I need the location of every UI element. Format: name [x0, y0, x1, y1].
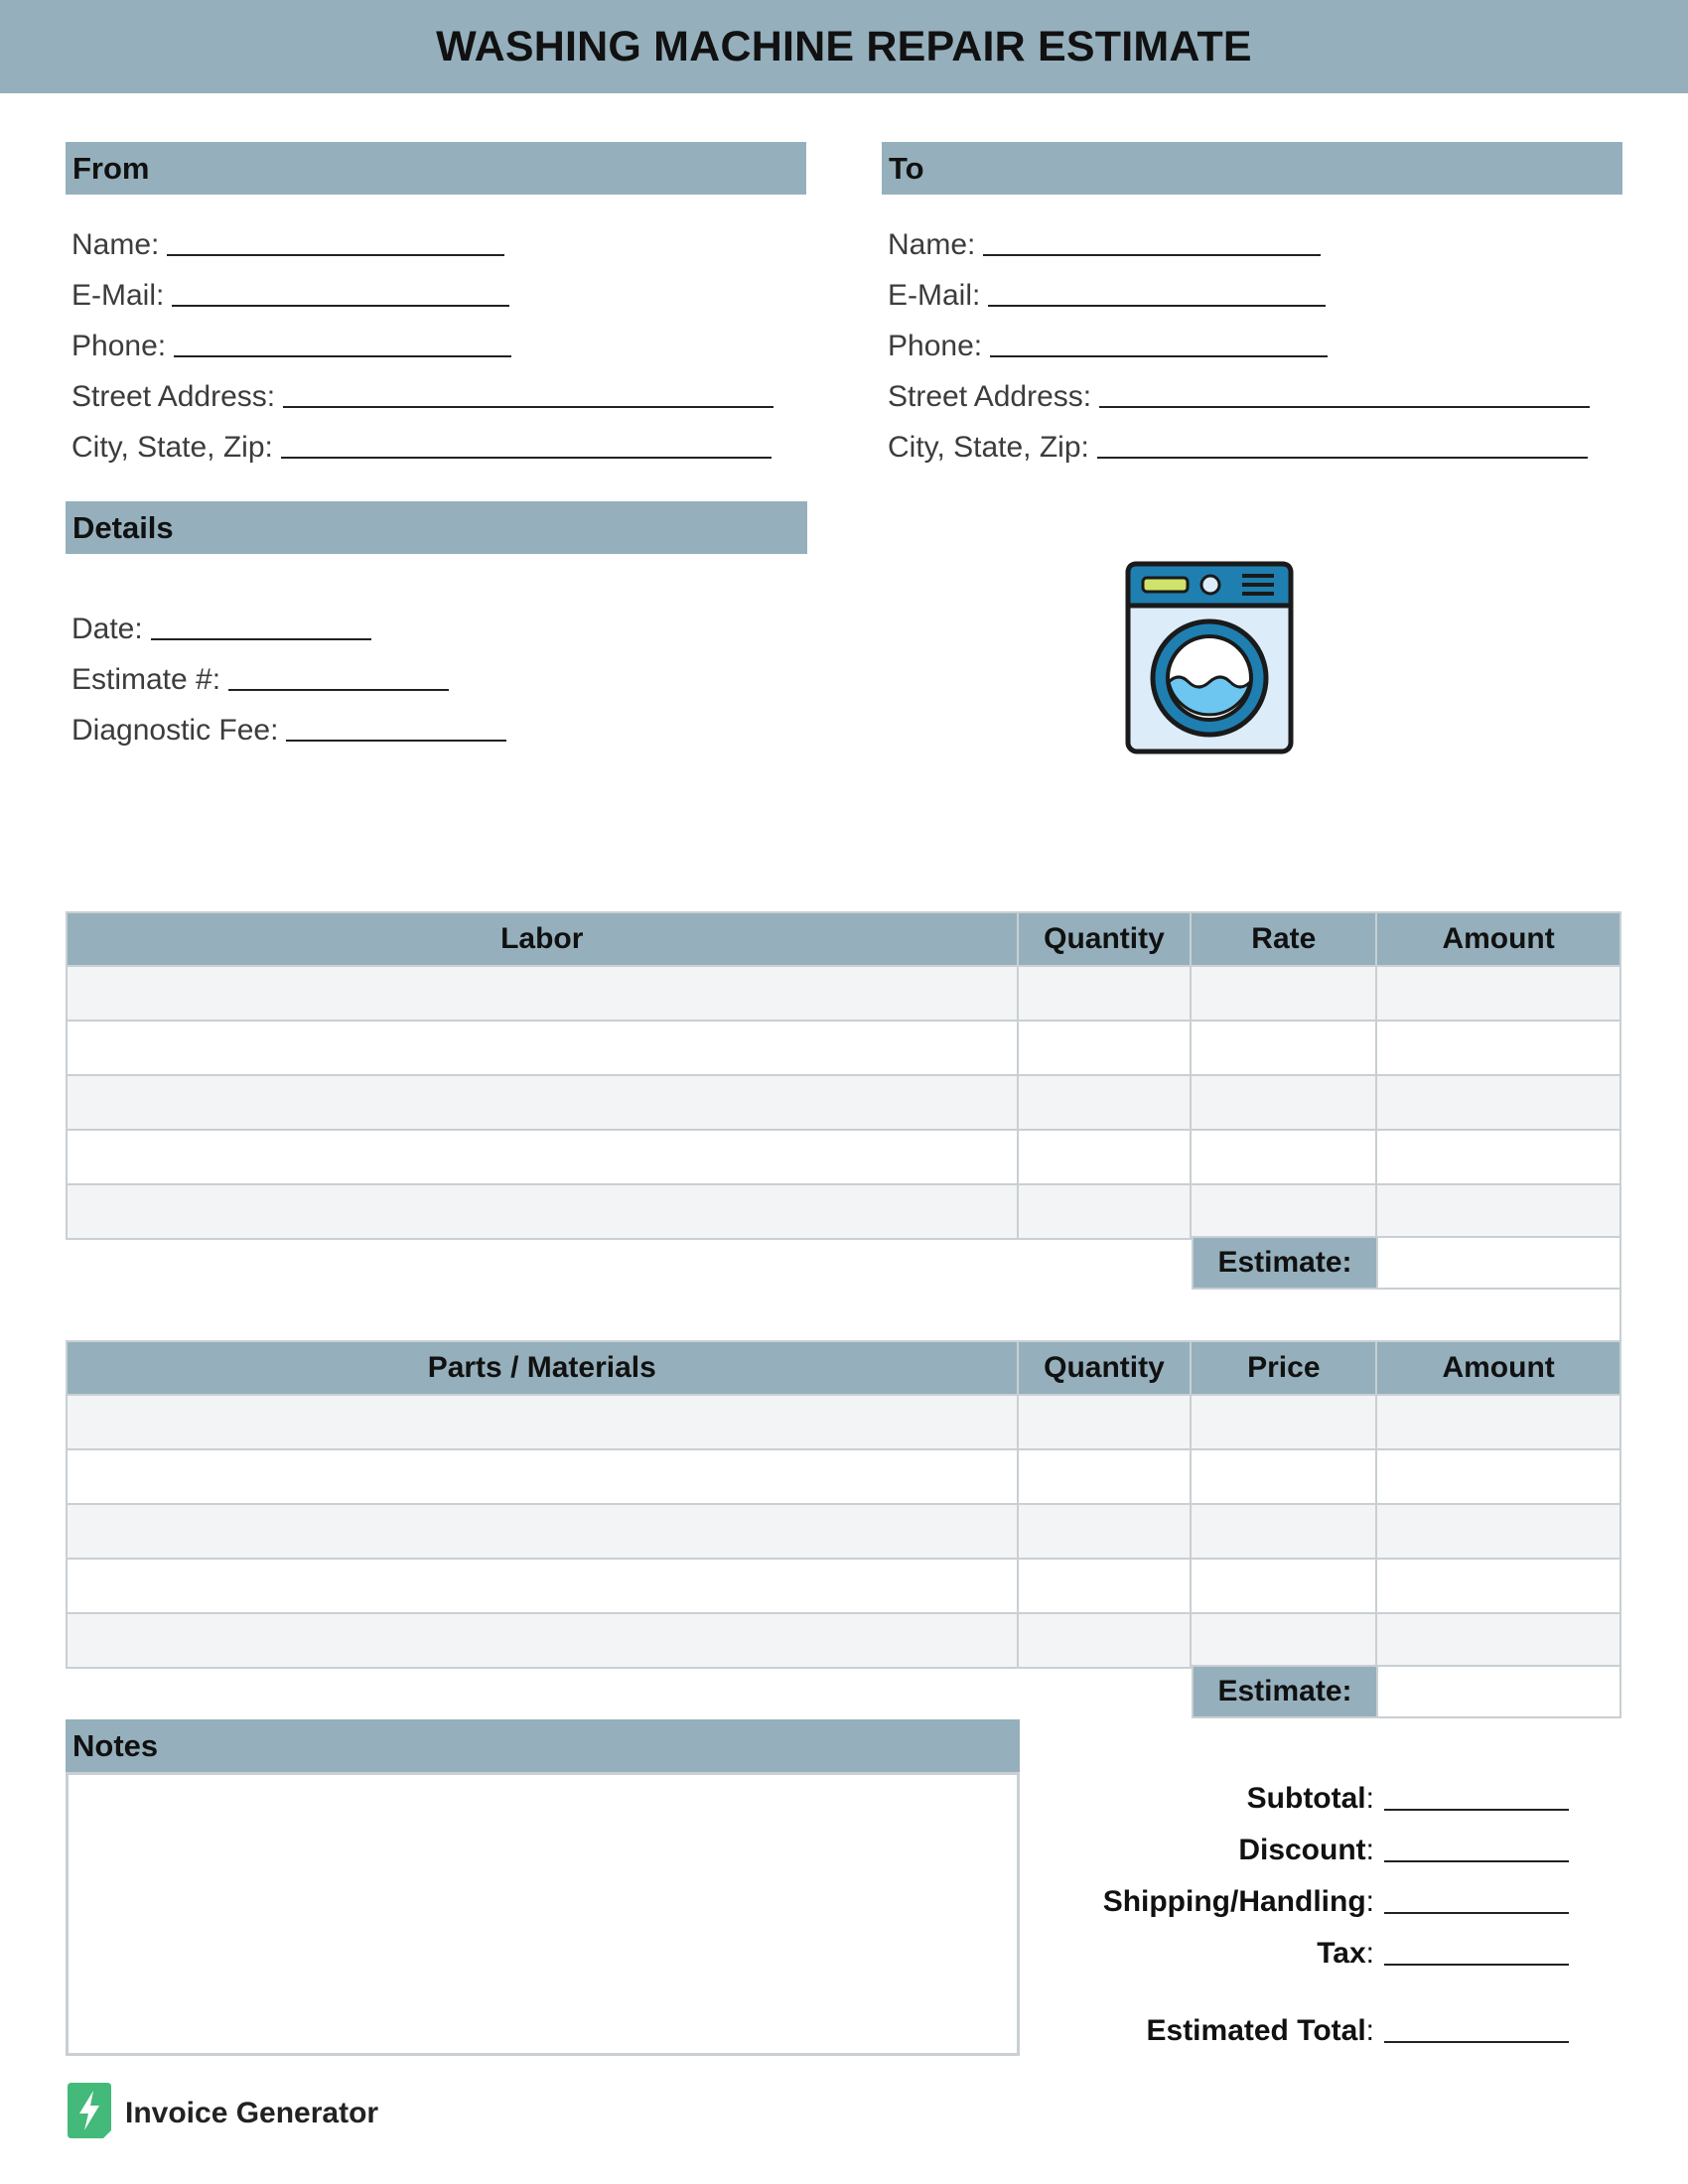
tax-field[interactable]: [1384, 1964, 1569, 1966]
table-cell[interactable]: [67, 966, 1018, 1021]
subtotal-label: Subtotal: [1246, 1782, 1366, 1815]
to-street-field[interactable]: Street Address:: [888, 363, 1590, 414]
table-cell[interactable]: [1376, 1613, 1620, 1668]
estimated-total-label: Estimated Total: [1146, 2014, 1366, 2047]
table-row: [67, 1559, 1620, 1613]
table-cell[interactable]: [1191, 1130, 1376, 1184]
table-cell[interactable]: [67, 1021, 1018, 1075]
table-cell[interactable]: [1376, 1130, 1620, 1184]
notes-textarea[interactable]: [66, 1772, 1020, 2056]
divider: [1619, 1290, 1621, 1341]
table-cell[interactable]: [1376, 1559, 1620, 1613]
from-name-field[interactable]: Name:: [71, 211, 774, 262]
footer-brand: [68, 2083, 378, 2143]
lightning-bolt-icon: [68, 2083, 111, 2143]
tax-label: Tax: [1317, 1937, 1366, 1970]
table-cell[interactable]: [1191, 1559, 1376, 1613]
estimated-total-field[interactable]: [1384, 2041, 1569, 2043]
to-phone-field[interactable]: Phone:: [888, 313, 1590, 363]
labor-table: [66, 911, 1621, 1240]
labor-estimate-label: Estimate:: [1192, 1236, 1378, 1290]
estimate-number-field[interactable]: Estimate #:: [71, 646, 506, 697]
table-cell[interactable]: [67, 1184, 1018, 1239]
date-field[interactable]: Date:: [71, 596, 506, 646]
from-heading: From: [66, 142, 806, 195]
details-fields: [71, 596, 506, 748]
discount-field[interactable]: [1384, 1860, 1569, 1862]
from-fields: [71, 211, 774, 465]
table-cell[interactable]: [1376, 1504, 1620, 1559]
table-cell[interactable]: [1018, 1559, 1192, 1613]
amount-header: Amount: [1376, 912, 1620, 966]
price-header: Price: [1191, 1341, 1376, 1395]
parts-estimate-field[interactable]: [1376, 1665, 1621, 1718]
notes-heading: Notes: [66, 1719, 1020, 1772]
title-bar: [0, 0, 1688, 93]
shipping-field[interactable]: [1384, 1912, 1569, 1914]
table-cell[interactable]: [1191, 1075, 1376, 1130]
table-cell[interactable]: [1191, 1184, 1376, 1239]
shipping-row: Shipping/Handling :: [1053, 1867, 1569, 1919]
table-row: [67, 1130, 1620, 1184]
table-cell[interactable]: [1376, 966, 1620, 1021]
subtotal-row: Subtotal :: [1053, 1764, 1569, 1816]
table-cell[interactable]: [1018, 1613, 1192, 1668]
from-email-field[interactable]: E-Mail:: [71, 262, 774, 313]
discount-row: Discount :: [1053, 1816, 1569, 1867]
table-row: [67, 1613, 1620, 1668]
table-cell[interactable]: [67, 1395, 1018, 1449]
table-cell[interactable]: [1018, 1075, 1192, 1130]
table-row: [67, 1021, 1620, 1075]
table-cell[interactable]: [1018, 1130, 1192, 1184]
table-cell[interactable]: [1018, 1504, 1192, 1559]
brand-name: Invoice Generator: [125, 2096, 379, 2129]
document-title: WASHING MACHINE REPAIR ESTIMATE: [436, 22, 1252, 70]
table-cell[interactable]: [1376, 1021, 1620, 1075]
table-cell[interactable]: [1018, 1449, 1192, 1504]
from-city-field[interactable]: City, State, Zip:: [71, 414, 774, 465]
table-cell[interactable]: [1376, 1075, 1620, 1130]
rate-header: Rate: [1191, 912, 1376, 966]
table-row: [67, 1449, 1620, 1504]
table-row: [67, 1075, 1620, 1130]
tax-row: Tax :: [1053, 1919, 1569, 1971]
table-cell[interactable]: [1376, 1184, 1620, 1239]
from-phone-field[interactable]: Phone:: [71, 313, 774, 363]
to-name-field[interactable]: Name:: [888, 211, 1590, 262]
labor-estimate-field[interactable]: [1376, 1236, 1621, 1290]
subtotal-field[interactable]: [1384, 1809, 1569, 1811]
table-row: [67, 1184, 1620, 1239]
parts-table: [66, 1340, 1621, 1669]
parts-header: Parts / Materials: [67, 1341, 1018, 1395]
to-fields: [888, 211, 1590, 465]
table-cell[interactable]: [67, 1075, 1018, 1130]
table-cell[interactable]: [1191, 966, 1376, 1021]
table-cell[interactable]: [1018, 1395, 1192, 1449]
table-cell[interactable]: [1191, 1613, 1376, 1668]
diagnostic-fee-field[interactable]: Diagnostic Fee:: [71, 697, 506, 748]
table-cell[interactable]: [67, 1504, 1018, 1559]
to-email-field[interactable]: E-Mail:: [888, 262, 1590, 313]
table-cell[interactable]: [1191, 1504, 1376, 1559]
table-row: [67, 966, 1620, 1021]
table-cell[interactable]: [1191, 1449, 1376, 1504]
estimated-total-row: Estimated Total :: [1053, 1971, 1569, 2048]
table-cell[interactable]: [67, 1559, 1018, 1613]
discount-label: Discount: [1238, 1834, 1366, 1866]
table-cell[interactable]: [1376, 1449, 1620, 1504]
table-cell[interactable]: [1191, 1021, 1376, 1075]
shipping-label: Shipping/Handling: [1102, 1885, 1366, 1918]
washing-machine-icon: [1125, 561, 1294, 754]
table-row: [67, 1504, 1620, 1559]
parts-estimate-label: Estimate:: [1192, 1665, 1378, 1718]
table-cell[interactable]: [1376, 1395, 1620, 1449]
to-city-field[interactable]: City, State, Zip:: [888, 414, 1590, 465]
amount-header: Amount: [1376, 1341, 1620, 1395]
table-cell[interactable]: [1018, 1021, 1192, 1075]
totals-block: [1053, 1764, 1569, 2048]
from-street-field[interactable]: Street Address:: [71, 363, 774, 414]
quantity-header: Quantity: [1018, 1341, 1192, 1395]
table-cell[interactable]: [1018, 966, 1192, 1021]
table-cell[interactable]: [1191, 1395, 1376, 1449]
table-cell[interactable]: [67, 1613, 1018, 1668]
table-cell[interactable]: [67, 1449, 1018, 1504]
table-cell[interactable]: [1018, 1184, 1192, 1239]
to-heading: To: [882, 142, 1622, 195]
labor-header: Labor: [67, 912, 1018, 966]
details-heading: Details: [66, 501, 807, 554]
table-cell[interactable]: [67, 1130, 1018, 1184]
table-row: [67, 1395, 1620, 1449]
quantity-header: Quantity: [1018, 912, 1192, 966]
